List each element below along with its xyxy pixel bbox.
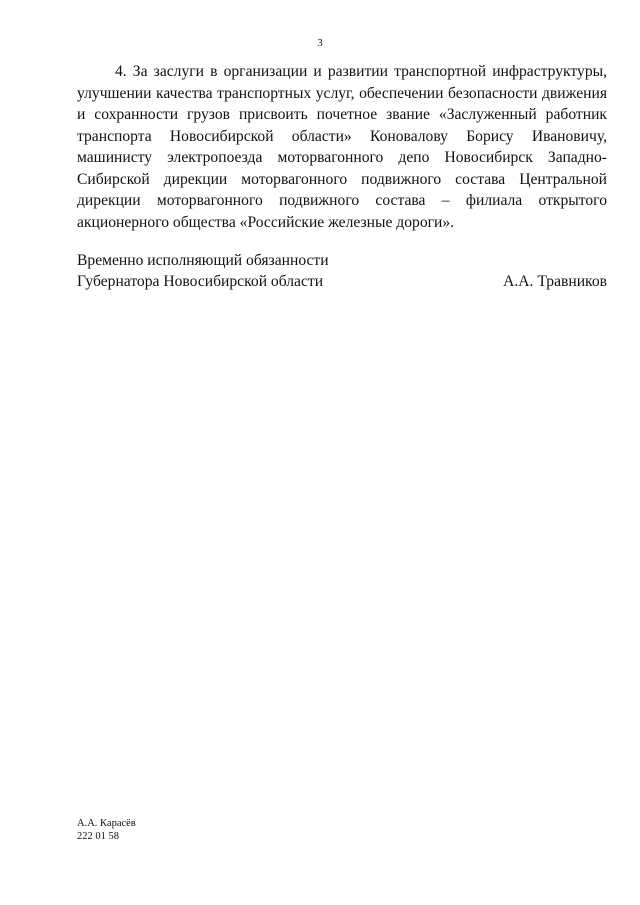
signatory-name: А.А. Травников (503, 273, 607, 290)
executor-footer (77, 817, 136, 843)
executor-phone: 222 01 58 (77, 831, 119, 842)
signature-position-line1 (77, 250, 607, 271)
signature-position-line2 (77, 271, 607, 292)
resolution-paragraph: 4. За заслуги в организации и развитии транспортной инфраструктуры, улучшении качества транспортных услуг, обеспечении безопасности движения и сохранности грузов присвоить почетное звание «Заслуженный работник транспорта Новосибирской области» Коновалову Борису Ивановичу, машинисту электропоезда моторвагонного депо Новосибирск Западно-Сибирской дирекции моторвагонного подвижного состава Центральной дирекции моторвагонного подвижного состава – филиала открытого акционерного общества «Российские железные дороги». (77, 63, 607, 231)
executor-name: А.А. Карасёв (77, 818, 136, 829)
page-number: 3 (317, 37, 323, 49)
signature-block (77, 250, 607, 292)
signature-position-text2: Губернатора Новосибирской области (77, 273, 324, 290)
signature-position-text1: Временно исполняющий обязанности (77, 252, 329, 269)
